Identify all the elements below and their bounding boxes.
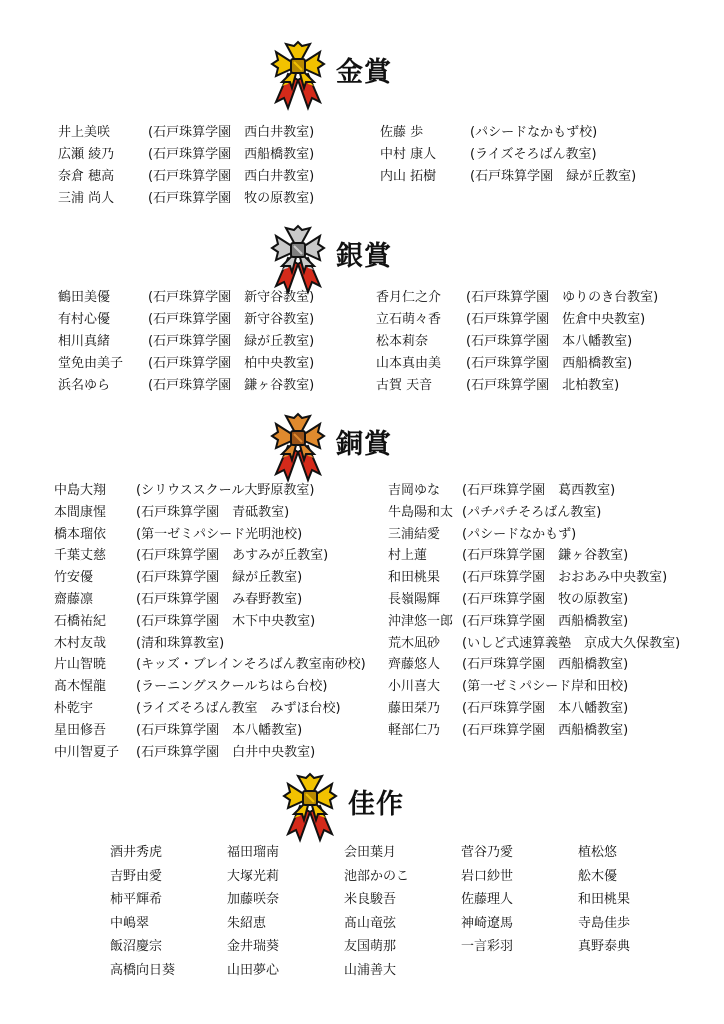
kasaku-winner-name: 飯沼慶宗 — [110, 939, 163, 955]
winner-entry — [380, 166, 637, 188]
winner-name: 長嶺陽輝 — [388, 592, 441, 607]
kasaku-winner-name: 岩口紗世 — [461, 868, 514, 884]
winner-entry — [58, 309, 315, 331]
winner-school: (ライズそろばん教室 みずほ台校) — [136, 701, 341, 716]
winner-name: 有村心優 — [58, 312, 111, 327]
winner-name: 髙木惺龍 — [54, 679, 107, 695]
winner-school: (ラーニングスクールちはら台校) — [136, 679, 328, 695]
winner-school: (石戸珠算学園 西船橋教室) — [462, 722, 629, 738]
winner-school: (石戸珠算学園 葛西教室) — [462, 483, 616, 498]
winner-entry — [54, 589, 303, 611]
winner-entry — [54, 524, 303, 546]
winner-entry — [388, 545, 629, 567]
winner-entry — [388, 589, 629, 611]
winner-entry — [376, 353, 633, 375]
kasaku-winner-name: 植松悠 — [578, 845, 618, 860]
winner-entry — [388, 633, 681, 655]
winner-name: 朴乾宇 — [54, 701, 94, 716]
winner-entry — [54, 545, 329, 567]
kasaku-winner-name: 加藤咲奈 — [227, 892, 280, 908]
winner-entry — [54, 654, 366, 676]
winner-entry — [388, 502, 602, 524]
winner-school: (石戸珠算学園 青砥教室) — [136, 504, 290, 520]
winner-school: (石戸珠算学園 緑が丘教室) — [148, 334, 315, 349]
winner-name: 相川真緒 — [58, 334, 111, 349]
kasaku-winner-name: 酒井秀虎 — [110, 845, 163, 860]
bronze-award-title: 銅賞 — [336, 429, 392, 460]
kasaku-winner-name: 柿平輝希 — [110, 892, 163, 908]
winner-school: (第一ゼミパシード光明池校) — [136, 526, 303, 542]
winner-school: (石戸珠算学園 本八幡教室) — [466, 334, 633, 349]
winner-school: (シリウススクール大野原教室) — [136, 483, 315, 498]
winner-entry — [54, 720, 303, 742]
kasaku-winner-name: 寺島佳歩 — [578, 915, 631, 931]
winner-school: (石戸珠算学園 本八幡教室) — [462, 701, 629, 716]
kasaku-winner-name: 髙山竜弦 — [344, 915, 397, 931]
winner-name: 中川智夏子 — [54, 744, 120, 760]
winner-school: (清和珠算教室) — [136, 635, 225, 651]
winner-school: (石戸珠算学園 鎌ヶ谷教室) — [148, 378, 315, 393]
gold-ribbon-icon — [268, 40, 328, 112]
winner-entry — [54, 480, 315, 502]
winner-name: 鶴田美優 — [58, 290, 111, 305]
winner-school: (石戸珠算学園 牧の原教室) — [462, 592, 629, 607]
winner-entry — [54, 502, 290, 524]
kasaku-winner-name: 金井瑞葵 — [227, 939, 280, 955]
winner-name: 星田修吾 — [54, 722, 107, 738]
winner-school: (石戸珠算学園 緑が丘教室) — [136, 570, 303, 586]
winner-entry — [54, 698, 341, 720]
winner-name: 本間康惺 — [54, 504, 107, 520]
winner-school: (ライズそろばん教室) — [470, 147, 597, 162]
winner-school: (第一ゼミパシード岸和田校) — [462, 679, 629, 695]
winner-school: (石戸珠算学園 新守谷教室) — [148, 312, 315, 327]
kasaku-winner-name: 福田瑠南 — [227, 845, 280, 860]
winner-school: (石戸珠算学園 白井中央教室) — [136, 744, 316, 760]
bronze-ribbon-icon — [268, 412, 328, 484]
winner-name: 吉岡ゆな — [388, 483, 441, 498]
kasaku-winner-name: 会田葉月 — [344, 845, 397, 860]
winner-name: 浜名ゆら — [58, 378, 111, 393]
winner-entry — [388, 611, 629, 633]
winner-name: 和田桃果 — [388, 570, 441, 586]
winner-school: (石戸珠算学園 西白井教室) — [148, 169, 315, 184]
winner-school: (石戸珠算学園 柏中央教室) — [148, 356, 315, 371]
winner-name: 千葉丈慈 — [54, 548, 107, 564]
winner-school: (石戸珠算学園 西船橋教室) — [462, 613, 629, 629]
winner-name: 片山智暁 — [54, 657, 107, 673]
winner-school: (石戸珠算学園 ゆりのき台教室) — [466, 290, 659, 305]
kasaku-winner-name: 佐藤理人 — [461, 892, 514, 908]
winner-entry — [376, 309, 646, 331]
winner-name: 奈倉 穂高 — [58, 169, 115, 184]
winner-entry — [388, 480, 616, 502]
winner-name: 藤田栞乃 — [388, 701, 441, 716]
winner-name: 山本真由美 — [376, 356, 442, 371]
winner-school: (パチパチそろばん教室) — [462, 504, 602, 520]
winner-name: 立石萌々香 — [376, 312, 442, 327]
kasaku-winner-name: 吉野由愛 — [110, 868, 163, 884]
winner-name: 軽部仁乃 — [388, 722, 441, 738]
winner-entry — [58, 375, 315, 397]
winner-entry — [54, 633, 225, 655]
winner-school: (石戸珠算学園 あすみが丘教室) — [136, 548, 329, 564]
winner-entry — [388, 720, 629, 742]
winner-school: (パシードなかもず校) — [470, 125, 598, 140]
winner-entry — [54, 567, 303, 589]
kasaku-winner-name: 神崎遼馬 — [461, 915, 514, 931]
winner-entry — [376, 331, 633, 353]
winner-school: (石戸珠算学園 西船橋教室) — [148, 147, 315, 162]
kasaku-winner-name: 高橋向日葵 — [110, 963, 176, 978]
winner-entry — [54, 742, 316, 764]
kasaku-winner-name: 大塚光莉 — [227, 868, 280, 884]
silver-award-title: 銀賞 — [336, 241, 392, 272]
kasaku-winner-name: 舩木優 — [578, 868, 618, 884]
winner-entry — [58, 166, 315, 188]
winner-entry — [388, 524, 577, 546]
kasaku-winner-name: 山浦善大 — [344, 963, 397, 978]
winner-name: 村上蓮 — [388, 548, 428, 564]
winner-entry — [54, 676, 328, 698]
winner-name: 沖津悠一郎 — [388, 613, 454, 629]
winner-entry — [376, 375, 620, 397]
winner-school: (石戸珠算学園 緑が丘教室) — [470, 169, 637, 184]
winner-entry — [376, 287, 659, 309]
winner-school: (石戸珠算学園 牧の原教室) — [148, 191, 315, 206]
kasaku-winner-name: 池部かのこ — [344, 868, 410, 884]
winner-entry — [388, 654, 629, 676]
winner-name: 牛島陽和太 — [388, 504, 454, 520]
winner-entry — [380, 122, 598, 144]
winner-name: 中村 康人 — [380, 147, 437, 162]
kasaku-winner-name: 米良駿吾 — [344, 892, 397, 908]
gold-award-title: 金賞 — [336, 57, 392, 88]
winner-entry — [54, 611, 316, 633]
winner-school: (キッズ・ブレインそろばん教室南砂校) — [136, 657, 366, 673]
winner-entry — [380, 144, 597, 166]
kasaku-winner-name: 友国萌那 — [344, 939, 397, 955]
winner-entry — [388, 676, 629, 698]
winner-name: 三浦結愛 — [388, 526, 441, 542]
winner-name: 香月仁之介 — [376, 290, 442, 305]
kasaku-winner-name: 和田桃果 — [578, 892, 631, 908]
silver-ribbon-icon — [268, 224, 328, 296]
kasaku-award-title: 佳作 — [348, 789, 404, 820]
winner-school: (いしど式速算義塾 京成大久保教室) — [462, 635, 681, 651]
winner-school: (石戸珠算学園 北柏教室) — [466, 378, 620, 393]
winner-school: (石戸珠算学園 木下中央教室) — [136, 613, 316, 629]
winner-entry — [388, 567, 668, 589]
winner-entry — [388, 698, 629, 720]
winner-entry — [58, 144, 315, 166]
winner-name: 齋藤凛 — [54, 592, 94, 607]
winner-name: 竹安優 — [54, 570, 94, 586]
winner-school: (石戸珠算学園 西白井教室) — [148, 125, 315, 140]
kasaku-winner-name: 中嶋翠 — [110, 915, 150, 931]
winner-entry — [58, 353, 315, 375]
winner-name: 齊藤悠人 — [388, 657, 441, 673]
winner-name: 松本莉奈 — [376, 334, 429, 349]
winner-school: (石戸珠算学園 西船橋教室) — [462, 657, 629, 673]
kasaku-winner-name: 真野泰典 — [578, 939, 631, 955]
winner-entry — [58, 188, 315, 210]
winner-name: 小川喜大 — [388, 679, 441, 695]
winner-name: 橋本瑠依 — [54, 526, 107, 542]
winner-name: 中島大翔 — [54, 483, 107, 498]
winner-name: 荒木凪砂 — [388, 635, 441, 651]
winner-name: 古賀 天音 — [376, 378, 433, 393]
kasaku-winner-name: 菅谷乃愛 — [461, 845, 514, 860]
winner-name: 石橋祐紀 — [54, 613, 107, 629]
winner-school: (石戸珠算学園 本八幡教室) — [136, 722, 303, 738]
winner-name: 内山 拓樹 — [380, 169, 437, 184]
winner-name: 佐藤 歩 — [380, 125, 424, 140]
winner-entry — [58, 122, 315, 144]
kasaku-winner-name: 朱紹恵 — [227, 915, 267, 931]
kasaku-winner-name: 一言彩羽 — [461, 939, 514, 955]
gold-ribbon-icon — [280, 772, 340, 844]
winner-school: (石戸珠算学園 佐倉中央教室) — [466, 312, 646, 327]
winner-school: (石戸珠算学園 西船橋教室) — [466, 356, 633, 371]
winner-entry — [58, 287, 315, 309]
winner-school: (石戸珠算学園 おおあみ中央教室) — [462, 570, 668, 586]
winner-name: 堂免由美子 — [58, 356, 124, 371]
winner-school: (石戸珠算学園 み春野教室) — [136, 592, 303, 607]
winner-name: 広瀬 綾乃 — [58, 147, 115, 162]
winner-school: (石戸珠算学園 鎌ヶ谷教室) — [462, 548, 629, 564]
winner-name: 木村友哉 — [54, 635, 107, 651]
kasaku-winner-name: 山田夢心 — [227, 963, 280, 978]
winner-entry — [58, 331, 315, 353]
winner-school: (パシードなかもず) — [462, 526, 577, 542]
winner-name: 三浦 尚人 — [58, 191, 115, 206]
winner-school: (石戸珠算学園 新守谷教室) — [148, 290, 315, 305]
winner-name: 井上美咲 — [58, 125, 111, 140]
